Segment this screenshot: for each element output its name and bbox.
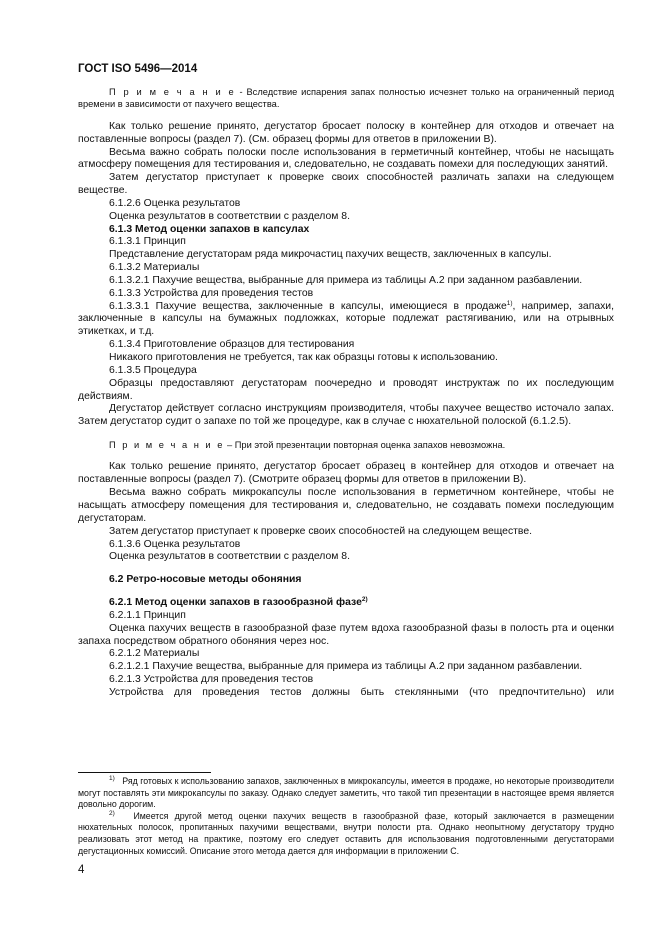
note-2 (78, 439, 614, 451)
section-heading: 6.1.3.5 Процедура (109, 364, 197, 376)
footnote-divider (78, 772, 211, 773)
footnote (78, 776, 614, 811)
page-number: 4 (78, 864, 85, 876)
document-body (78, 86, 614, 700)
paragraph: Затем дегустатор приступает к проверке своих способностей различать запахи на следующем веществе. (78, 172, 614, 197)
paragraph: Оценка пахучих веществ в газообразной фазе путем вдоха газообразной фазы в полость рта и оценки запаха посредством обратного обоняния через нос. (78, 622, 614, 647)
paragraph: Весьма важно собрать микрокапсулы после использования в герметичном контейнере, чтобы не насыщать атмосферу помещения для тестирования и, следовательно, не создавать помехи последующим дегустаторам. (78, 487, 614, 524)
note-text: - Вследствие испарения запах полностью исчезнет только на ограниченный период времени в зависимости от пахучего вещества. (78, 87, 614, 110)
paragraph: Никакого приготовления не требуется, так как образцы готовы к использованию. (109, 352, 498, 363)
footnote-ref[interactable]: 1) (506, 299, 513, 307)
note-1 (78, 86, 614, 111)
paragraph: Как только решение принято, дегустатор бросает полоску в контейнер для отходов и отвечает на поставленные вопросы (раздел 7). (См. образец формы для ответов в приложении В). (78, 120, 614, 145)
paragraph: Представление дегустаторам ряда микрочастиц пахучих веществ, заключенных в капсулы. (109, 249, 552, 261)
section-heading: 6.1.3 Метод оценки запахов в капсулах (109, 223, 310, 235)
footnote-mark: 2) (109, 809, 115, 817)
section-heading: 6.2.1.1 Принцип (109, 609, 186, 621)
footnote-text: Ряд готовых к использованию запахов, заключенных в микрокапсулы, имеется в продаже, но некоторые производители могут поставлять эти микрокапсулы по заказу. Однако следует заметить, что такой тип презентации в настоящее время является довольно дорогим. (78, 776, 614, 810)
footnotes (78, 776, 614, 857)
document-header: ГОСТ ISO 5496—2014 (78, 63, 198, 75)
paragraph: Затем дегустатор приступает к проверке своих способностей на следующем веществе. (109, 525, 532, 537)
paragraph: Оценка результатов в соответствии с разделом 8. (109, 551, 350, 563)
footnote-ref[interactable]: 2) (361, 596, 368, 604)
paragraph: Образцы предоставляют дегустаторам поочередно и проводят инструктаж по их последующим действиям. (78, 377, 614, 402)
paragraph: 6.2.1.2.1 Пахучие вещества, выбранные для примера из таблицы А.2 при заданном разбавлении. (109, 661, 583, 673)
paragraph: Устройства для проведения тестов должны быть стеклянными (что предпочтительно) или (109, 686, 614, 698)
section-heading: 6.1.3.4 Приготовление образцов для тестирования (109, 339, 355, 351)
footnote-text: Имеется другой метод оценки пахучих веществ в газообразной фазе, который заключается в размещении нюхательных полосок, пропитанных пахучими веществами, внутри полости рта. Однако неопытному дегустатору трудно реализовать этот метод на практике, поэтому его следует оставить для использования подготовленными дегустаторами дегустационных комиссий. Описание этого метода дается для информации в приложении С. (78, 810, 614, 856)
section-heading: 6.2 Ретро-носовые методы обоняния (109, 574, 302, 586)
paragraph: Дегустатор действует согласно инструкциям производителя, чтобы пахучее вещество источало запах. Затем дегустатор судит о запахе по той же процедуре, как в случае с нюхательной полоской (6.1.2.5). (78, 403, 614, 428)
section-heading: 6.1.3.6 Оценка результатов (109, 538, 241, 550)
note-label: П р и м е ч а н и е (109, 87, 236, 97)
paragraph: Оценка результатов в соответствии с разделом 8. (109, 210, 350, 222)
footnote-mark: 1) (109, 775, 115, 782)
section-heading: 6.1.3.2 Материалы (109, 262, 200, 274)
heading-text: 6.2.1 Метод оценки запахов в газообразной фазе (109, 597, 362, 609)
paragraph: Как только решение принято, дегустатор бросает образец в контейнер для отходов и отвечает на поставленные вопросы (раздел 7). (Смотрите образец формы для ответов в приложении В). (78, 461, 614, 486)
paragraph: Весьма важно собрать полоски после использования в герметичный контейнер, чтобы не насыщать атмосферу помещения для тестирования и, следовательно, не создавать помехи для последующих занятий. (78, 146, 614, 171)
section-heading: 6.1.3.3 Устройства для проведения тестов (109, 287, 314, 299)
paragraph: 6.1.3.2.1 Пахучие вещества, выбранные для примера из таблицы А.2 при заданном разбавлении. (109, 274, 583, 286)
section-heading: 6.1.2.6 Оценка результатов (109, 197, 241, 209)
note-text: – При этой презентации повторная оценка запахов невозможна. (224, 440, 506, 451)
section-heading (78, 597, 614, 610)
section-heading: 6.1.3.1 Принцип (109, 236, 186, 248)
paragraph (78, 301, 614, 340)
section-heading: 6.2.1.3 Устройства для проведения тестов (109, 674, 314, 686)
section-heading: 6.2.1.2 Материалы (109, 648, 200, 660)
footnote (78, 811, 614, 857)
note-label: П р и м е ч а н и е (109, 440, 225, 451)
paragraph-text: 6.1.3.3.1 Пахучие вещества, заключенные в капсулы, имеющиеся в продаже (109, 300, 507, 312)
paragraph-text: , например, запахи, заключенные в капсулы на бумажных подложках, которые подлежат растягиванию, или на отрывных этикетках, и т.д. (78, 300, 614, 338)
